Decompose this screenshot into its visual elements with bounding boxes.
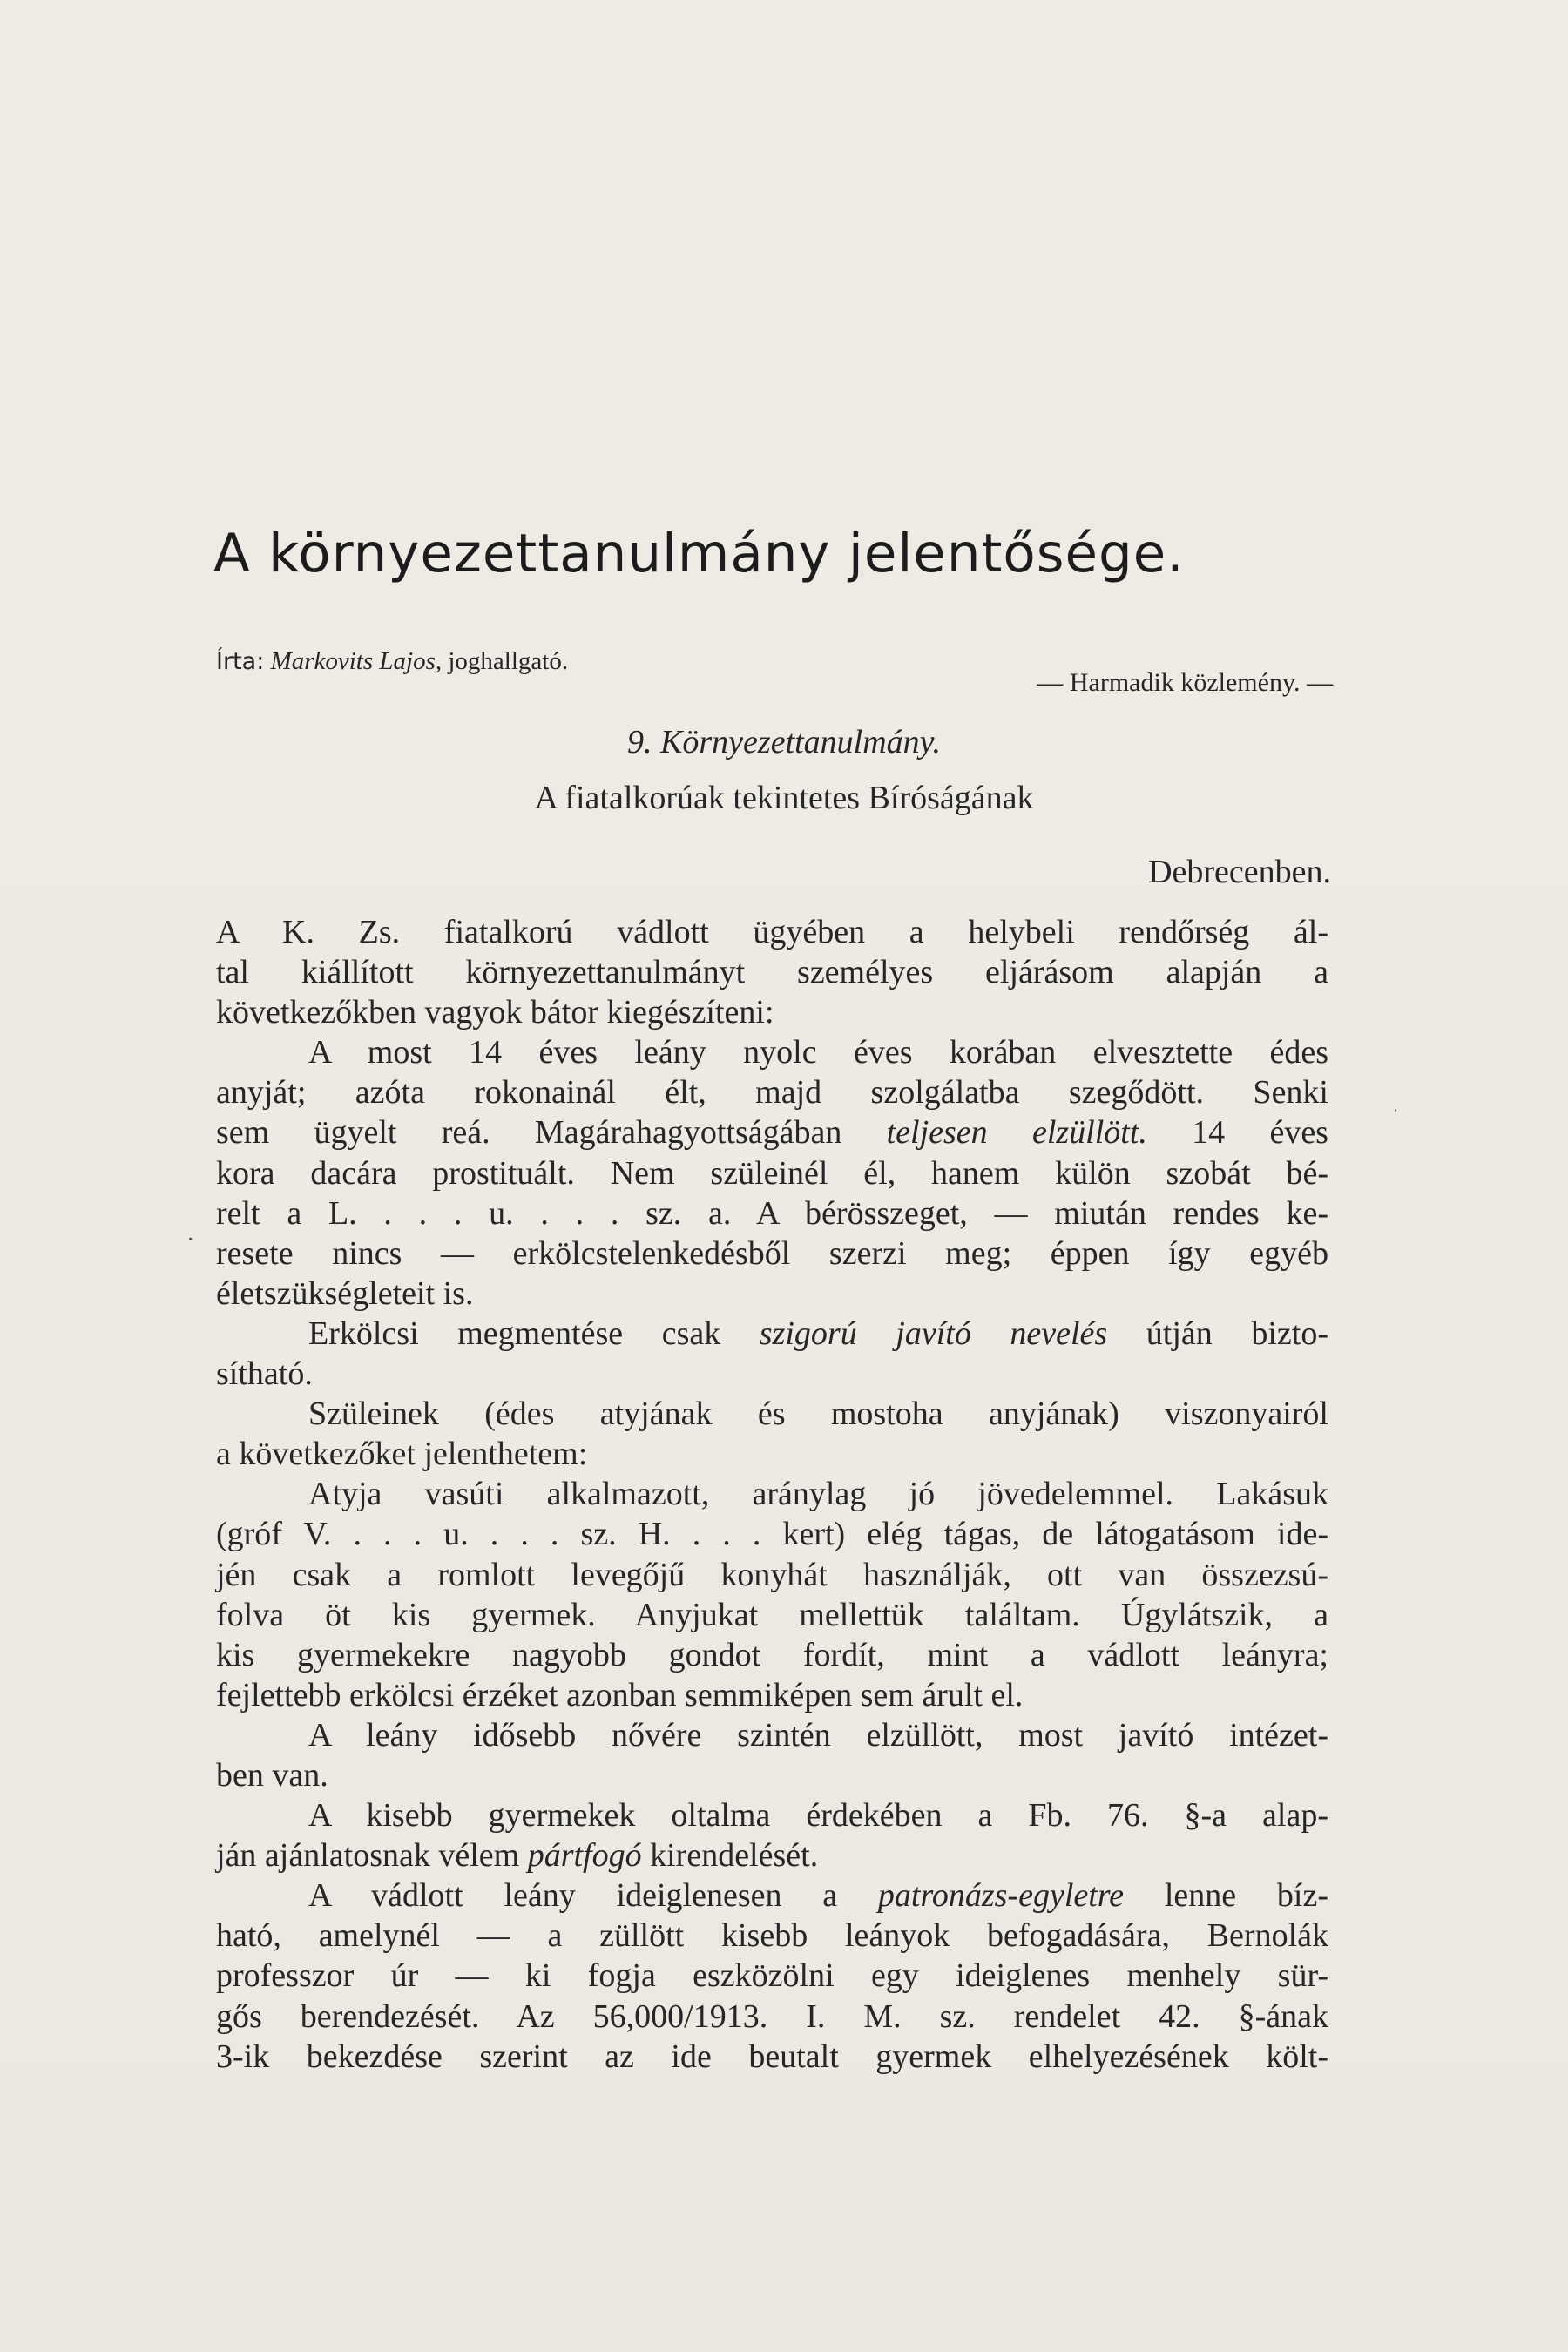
line-text: anyját; azóta rokonainál élt, majd szolgálatba szegődött. Senki: [216, 1074, 1328, 1112]
line-text: következőkben vagyok bátor kiegészíteni:: [216, 994, 774, 1031]
emphasis-text: teljesen elzüllött.: [886, 1114, 1147, 1152]
text-line: [216, 1032, 1328, 1072]
place-line: Debrecenben.: [1148, 854, 1331, 890]
text-line: [216, 992, 1328, 1032]
line-text: ható, amelynél — a züllött kisebb leányok befogadására, Bernolák: [216, 1917, 1328, 1955]
text-line: [216, 1555, 1328, 1595]
text-line: [216, 1314, 1328, 1354]
text-line: [216, 1835, 1328, 1876]
line-text: útján bizto-: [1107, 1315, 1328, 1352]
text-line: [216, 1916, 1328, 1956]
emphasis-text: patronázs-egyletre: [877, 1877, 1125, 1915]
line-text: Erkölcsi megmentése csak: [308, 1315, 760, 1352]
text-line: [216, 1795, 1328, 1835]
byline-label: Írta:: [216, 648, 265, 675]
line-text: A vádlott leány ideiglenesen a: [308, 1877, 878, 1915]
text-line: [216, 1514, 1328, 1554]
text-line: [216, 1715, 1328, 1755]
line-text: folva öt kis gyermek. Anyjukat mellettük találtam. Úgylátszik, a: [216, 1596, 1328, 1633]
text-line: [216, 1755, 1328, 1795]
line-text: relt a L. . . . u. . . . sz. a. A bérösszeget, — miután rendes ke-: [216, 1194, 1328, 1232]
emphasis-text: szigorú javító nevelés: [759, 1315, 1108, 1352]
line-text: életszükségleteit is.: [216, 1274, 474, 1312]
installment-note: — Harmadik közlemény. —: [1037, 668, 1333, 697]
line-text: (gróf V. . . . u. . . . sz. H. . . . kert) elég tágas, de látogatásom ide-: [216, 1516, 1328, 1553]
line-text: gős berendezését. Az 56,000/1913. I. M. sz. rendelet 42. §-ának: [216, 1997, 1328, 2035]
line-text: fejlettebb erkölcsi érzéket azonban semmiképen sem árult el.: [216, 1676, 1024, 1713]
author-role: joghallgató.: [448, 647, 569, 675]
line-text: kirendelését.: [641, 1837, 819, 1875]
text-line: [216, 1354, 1328, 1394]
text-line: [216, 1274, 1328, 1314]
line-text: ján ajánlatosnak vélem: [216, 1837, 528, 1875]
line-text: A K. Zs. fiatalkorú vádlott ügyében a helybeli rendőrség ál-: [216, 914, 1328, 950]
author-name: Markovits Lajos,: [270, 647, 443, 675]
text-line: [216, 1997, 1328, 2037]
line-text: A most 14 éves leány nyolc éves korában elvesztette édes: [308, 1034, 1328, 1071]
line-text: kora dacára prostituált. Nem szüleinél él, hanem külön szobát bé-: [216, 1154, 1328, 1192]
emphasis-text: pártfogó: [527, 1837, 642, 1875]
line-text: Szüleinek (édes atyjának és mostoha anyjának) viszonyairól: [308, 1396, 1328, 1433]
section-title: 9. Környezettanulmány.: [627, 724, 941, 760]
article-title: A környezettanulmány jelentősége.: [213, 523, 1185, 585]
line-text: sítható.: [216, 1355, 313, 1393]
line-text: lenne bíz-: [1124, 1877, 1328, 1915]
text-line: [216, 952, 1328, 992]
text-line: [216, 1233, 1328, 1274]
margin-dot: ·: [186, 1227, 195, 1254]
text-line: [216, 1635, 1328, 1675]
text-line: [216, 2037, 1328, 2077]
text-line: [216, 912, 1328, 952]
line-text: A leány idősebb nővére szintén elzüllött, most javító intézet-: [308, 1716, 1328, 1754]
line-text: ben van.: [216, 1756, 328, 1794]
line-text: A kisebb gyermekek oltalma érdekében a Fb. 76. §-a alap-: [308, 1797, 1328, 1835]
text-line: [216, 1153, 1328, 1193]
text-line: [216, 1394, 1328, 1434]
article-body: [216, 912, 1328, 2077]
text-line: [216, 1112, 1328, 1152]
line-text: tal kiállított környezettanulmányt személyes eljárásom alapján a: [216, 954, 1328, 991]
text-line: [216, 1595, 1328, 1635]
salutation: A fiatalkorúak tekintetes Bíróságának: [534, 780, 1034, 816]
line-text: kis gyermekekre nagyobb gondot fordít, mint a vádlott leányra;: [216, 1636, 1328, 1673]
line-text: professzor úr — ki fogja eszközölni egy ideiglenes menhely sür-: [216, 1957, 1328, 1995]
text-line: [216, 1193, 1328, 1233]
line-text: jén csak a romlott levegőjű konyhát használják, ott van összezsú-: [216, 1556, 1328, 1593]
line-text: Atyja vasúti alkalmazott, aránylag jó jövedelemmel. Lakásuk: [308, 1476, 1328, 1513]
text-line: [216, 1474, 1328, 1514]
line-text: 14 éves: [1146, 1114, 1328, 1152]
line-text: resete nincs — erkölcstelenkedésből szerzi meg; éppen így egyéb: [216, 1234, 1328, 1272]
text-line: [216, 1876, 1328, 1916]
line-text: a következőket jelenthetem:: [216, 1436, 588, 1473]
text-line: [216, 1675, 1328, 1715]
byline: [216, 645, 568, 678]
line-text: sem ügyelt reá. Magárahagyottságában: [216, 1114, 887, 1152]
text-line: [216, 1434, 1328, 1474]
text-line: [216, 1072, 1328, 1112]
line-text: 3-ik bekezdése szerint az ide beutalt gyermek elhelyezésének költ-: [216, 2038, 1328, 2075]
text-line: [216, 1956, 1328, 1996]
